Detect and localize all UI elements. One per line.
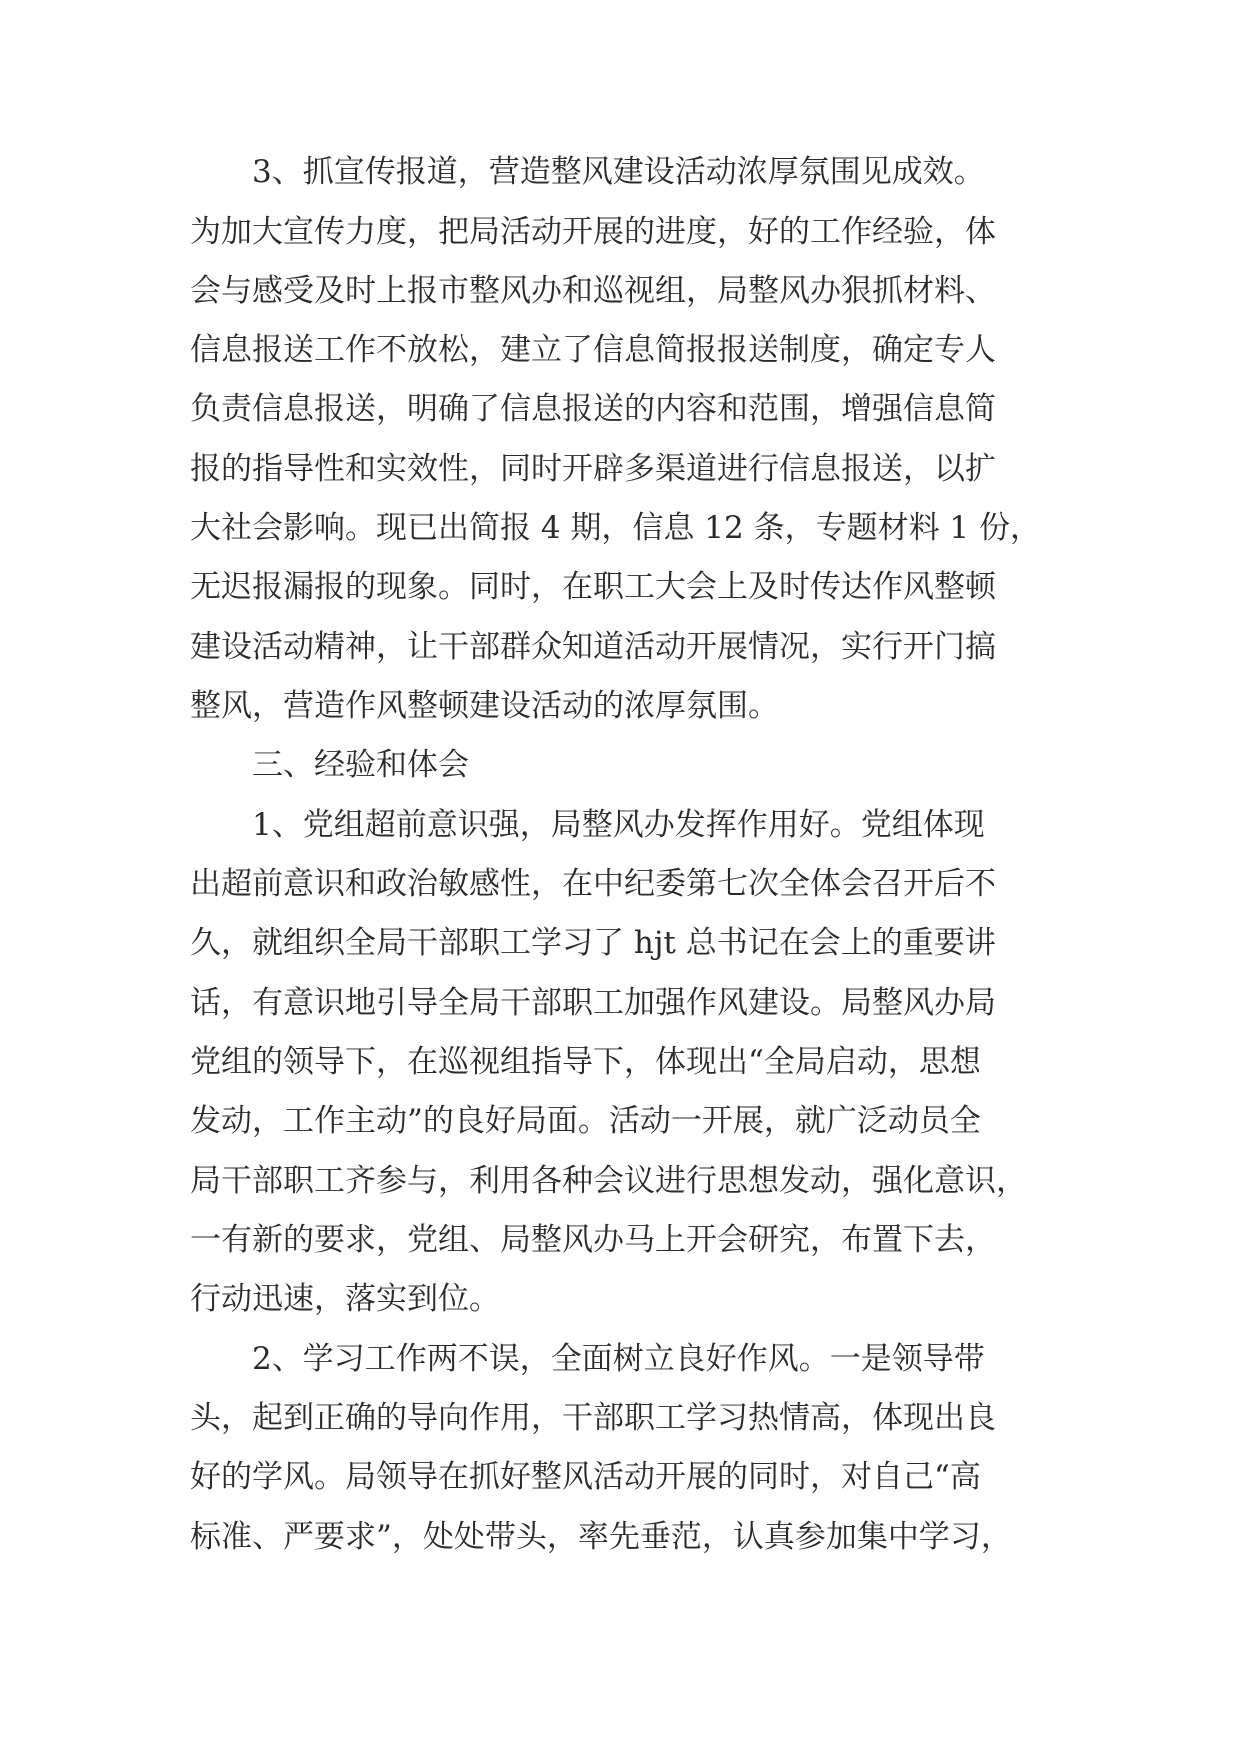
paragraph-line: 党组的领导下，在巡视组指导下，体现出“全局启动，思想 [190,1044,981,1080]
paragraph-line: 整风，营造作风整顿建设活动的浓厚氛围。 [190,688,779,724]
paragraph-line: 3、抓宣传报道，营造整风建设活动浓厚氛围见成效。 [252,154,985,190]
paragraph-line: 久，就组织全局干部职工学习了 hjt 总书记在会上的重要讲 [190,925,996,961]
paragraph-line: 出超前意识和政治敏感性，在中纪委第七次全体会召开后不 [190,866,996,902]
paragraph-line: 话，有意识地引导全局干部职工加强作风建设。局整风办局 [190,985,996,1021]
paragraph-line: 发动，工作主动”的良好局面。活动一开展，就广泛动员全 [190,1103,981,1139]
paragraph-line: 好的学风。局领导在抓好整风活动开展的同时，对自己“高 [190,1459,981,1495]
paragraph-line: 局干部职工齐参与，利用各种会议进行思想发动，强化意识， [190,1163,1027,1199]
paragraph-line: 建设活动精神，让干部群众知道活动开展情况，实行开门搞 [190,629,996,665]
paragraph-line: 一有新的要求，党组、局整风办马上开会研究，布置下去， [190,1222,996,1258]
section-heading: 三、经验和体会 [252,747,469,783]
paragraph-line: 标准、严要求”，处处带头，率先垂范，认真参加集中学习， [190,1519,1012,1555]
paragraph-line: 为加大宣传力度，把局活动开展的进度，好的工作经验，体 [190,214,996,250]
paragraph-line: 报的指导性和实效性，同时开辟多渠道进行信息报送，以扩 [190,451,996,487]
paragraph-line: 大社会影响。现已出简报 4 期，信息 12 条，专题材料 1 份， [190,510,1042,546]
paragraph-line: 会与感受及时上报市整风办和巡视组，局整风办狠抓材料、 [190,273,996,309]
paragraph-line: 1、党组超前意识强，局整风办发挥作用好。党组体现 [252,807,985,843]
paragraph-line: 行动迅速，落实到位。 [190,1281,500,1317]
paragraph-line: 无迟报漏报的现象。同时，在职工大会上及时传达作风整顿 [190,569,996,605]
paragraph-line: 2、学习工作两不误，全面树立良好作风。一是领导带 [252,1341,985,1377]
paragraph-line: 负责信息报送，明确了信息报送的内容和范围，增强信息简 [190,391,996,427]
paragraph-line: 信息报送工作不放松，建立了信息简报报送制度，确定专人 [190,332,996,368]
paragraph-line: 头，起到正确的导向作用，干部职工学习热情高，体现出良 [190,1400,996,1436]
